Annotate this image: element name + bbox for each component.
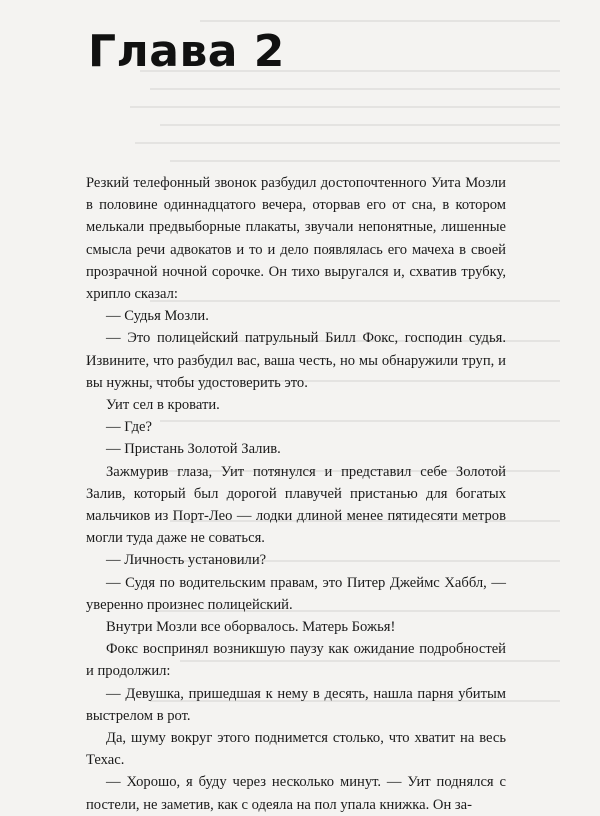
- paragraph: Фокс воспринял возникшую паузу как ожидание подробностей и продолжил:: [86, 641, 506, 680]
- paragraph: — Судя по водительским правам, это Питер Джеймс Хаббл, — уверенно произнес полицейский.: [86, 574, 506, 613]
- paragraph: — Это полицейский патрульный Билл Фокс, господин судья. Извините, что разбудил вас, ваша честь, но мы обнаружили труп, и вы нужны, чтобы удостоверить это.: [86, 330, 506, 391]
- chapter-body: [86, 172, 506, 816]
- paragraph: — Хорошо, я буду через несколько минут. — Уит поднялся с постели, не заметив, как с одеяла на пол упала книжка. Он за-: [86, 774, 506, 813]
- paragraph: — Пристань Золотой Залив.: [106, 441, 281, 458]
- paragraph: Зажмурив глаза, Уит потянулся и представил себе Золотой Залив, который был дорогой плавучей пристанью для богатых мальчиков из Порт-Лео — лодки длиной менее пятидесяти метров могли туда даже не соваться.: [86, 463, 506, 547]
- paragraph: Резкий телефонный звонок разбудил достопочтенного Уита Мозли в половине одиннадцатого вечера, оторвав его от сна, в котором мелькали предвыборные плакаты, звучали непонятные, лишенные смысла речи адвокатов и то и дело появлялась его мачеха в своей прозрачной ночной сорочке. Он тихо выругался и, схватив трубку, хрипло сказал:: [86, 175, 506, 303]
- paragraph: Внутри Мозли все оборвалось. Матерь Божья!: [106, 619, 396, 636]
- paragraph: — Где?: [106, 419, 152, 436]
- paragraph: Уит сел в кровати.: [106, 397, 220, 414]
- paragraph: — Личность установили?: [106, 552, 267, 569]
- paragraph: — Девушка, пришедшая к нему в десять, нашла парня убитым выстрелом в рот.: [86, 685, 506, 724]
- paragraph: — Судья Мозли.: [106, 308, 209, 325]
- paragraph: Да, шуму вокруг этого поднимется столько, что хватит на весь Техас.: [86, 730, 506, 769]
- chapter-title: Глава 2: [88, 26, 285, 77]
